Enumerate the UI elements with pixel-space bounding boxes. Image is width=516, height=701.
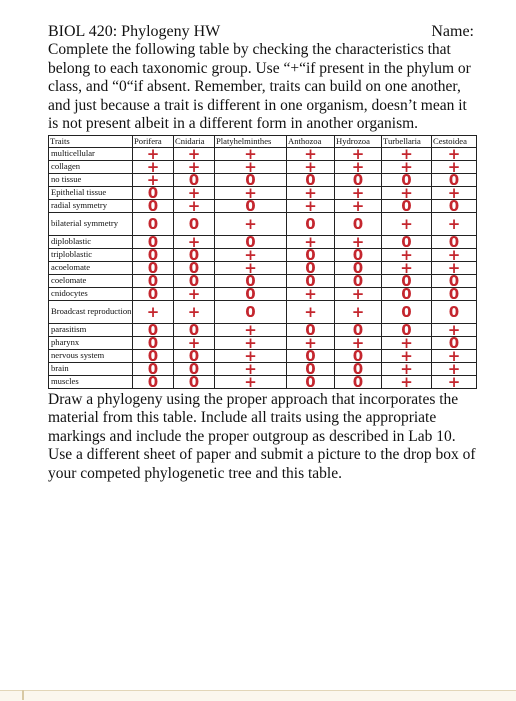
trait-mark-cell: + [287, 186, 335, 199]
trait-mark-cell: + [133, 147, 174, 160]
trait-mark-cell: 0 [215, 235, 287, 248]
trait-mark-cell: 0 [174, 375, 215, 388]
trait-mark-cell: + [432, 248, 477, 261]
trait-mark-cell: + [432, 375, 477, 388]
table-row [49, 261, 477, 274]
column-header-porifera: Porifera [133, 135, 174, 147]
trait-label: pharynx [49, 336, 133, 349]
trait-mark-cell: + [335, 235, 382, 248]
table-body [49, 144, 477, 391]
trait-mark-cell: + [287, 336, 335, 349]
name-label: Name: [431, 23, 474, 40]
trait-mark-cell: + [287, 300, 335, 323]
trait-mark-cell: 0 [174, 212, 215, 235]
bottom-scroll-bar [0, 690, 516, 701]
trait-mark-cell: + [133, 173, 174, 186]
trait-mark-cell: + [174, 199, 215, 212]
trait-mark-cell: 0 [133, 375, 174, 388]
column-header-platyhelminthes: Platyhelminthes [215, 135, 287, 147]
trait-mark-cell: + [215, 160, 287, 173]
trait-label: diploblastic [49, 235, 133, 248]
trait-mark-cell: + [382, 248, 432, 261]
worksheet-page [48, 22, 478, 483]
trait-mark-cell: 0 [287, 362, 335, 375]
trait-mark-cell: + [215, 248, 287, 261]
trait-mark-cell: + [174, 287, 215, 300]
trait-mark-cell: + [335, 336, 382, 349]
trait-mark-cell: 0 [174, 173, 215, 186]
trait-mark-cell: 0 [133, 261, 174, 274]
trait-mark-cell: 0 [335, 212, 382, 235]
trait-mark-cell: + [382, 375, 432, 388]
trait-mark-cell: + [382, 147, 432, 160]
trait-mark-cell: 0 [382, 287, 432, 300]
trait-mark-cell: 0 [133, 336, 174, 349]
trait-mark-cell: + [432, 160, 477, 173]
trait-mark-cell: 0 [133, 274, 174, 287]
trait-mark-cell: + [215, 186, 287, 199]
trait-mark-cell: + [287, 199, 335, 212]
trait-mark-cell: + [215, 375, 287, 388]
table-row [49, 186, 477, 199]
trait-label: acoelomate [49, 261, 133, 274]
trait-mark-cell: + [215, 336, 287, 349]
trait-mark-cell: 0 [133, 248, 174, 261]
trait-mark-cell: 0 [382, 300, 432, 323]
trait-mark-cell: + [335, 199, 382, 212]
trait-mark-cell: 0 [287, 274, 335, 287]
trait-mark-cell: + [432, 212, 477, 235]
trait-mark-cell: + [382, 362, 432, 375]
trait-mark-cell: + [335, 287, 382, 300]
trait-mark-cell: + [335, 300, 382, 323]
trait-mark-cell: 0 [287, 173, 335, 186]
trait-mark-cell: 0 [432, 235, 477, 248]
header-row [48, 22, 478, 41]
trait-mark-cell: 0 [382, 274, 432, 287]
trait-mark-cell: 0 [174, 349, 215, 362]
trait-label: triploblastic [49, 248, 133, 261]
trait-label: muscles [49, 375, 133, 388]
trait-mark-cell: 0 [133, 212, 174, 235]
trait-mark-cell: + [432, 261, 477, 274]
trait-mark-cell: 0 [215, 173, 287, 186]
trait-mark-cell: + [382, 349, 432, 362]
trait-mark-cell: 0 [133, 235, 174, 248]
trait-mark-cell: + [133, 300, 174, 323]
trait-mark-cell: 0 [335, 323, 382, 336]
trait-label: nervous system [49, 349, 133, 362]
trait-mark-cell: + [174, 186, 215, 199]
trait-mark-cell: + [215, 147, 287, 160]
trait-mark-cell: + [174, 235, 215, 248]
trait-mark-cell: 0 [335, 375, 382, 388]
trait-mark-cell: 0 [287, 349, 335, 362]
trait-mark-cell: 0 [287, 323, 335, 336]
trait-mark-cell: 0 [287, 248, 335, 261]
trait-mark-cell: 0 [382, 323, 432, 336]
trait-mark-cell: 0 [335, 173, 382, 186]
trait-mark-cell: 0 [133, 323, 174, 336]
trait-mark-cell: 0 [382, 199, 432, 212]
trait-mark-cell: + [287, 287, 335, 300]
trait-mark-cell: + [287, 147, 335, 160]
trait-mark-cell: + [335, 186, 382, 199]
trait-mark-cell: + [382, 336, 432, 349]
trait-mark-cell: 0 [174, 323, 215, 336]
trait-mark-cell: + [287, 160, 335, 173]
trait-mark-cell: 0 [174, 248, 215, 261]
table-row [49, 212, 477, 235]
trait-mark-cell: 0 [287, 212, 335, 235]
trait-mark-cell: + [215, 261, 287, 274]
trait-mark-cell: 0 [133, 199, 174, 212]
trait-mark-cell: 0 [335, 248, 382, 261]
trait-mark-cell: 0 [133, 186, 174, 199]
trait-mark-cell: + [174, 160, 215, 173]
trait-mark-cell: 0 [215, 274, 287, 287]
trait-mark-cell: 0 [215, 300, 287, 323]
trait-label: coelomate [49, 274, 133, 287]
trait-mark-cell: + [382, 261, 432, 274]
trait-label: Broadcast reproduction [49, 300, 133, 323]
trait-mark-cell: 0 [174, 274, 215, 287]
instructions-paragraph: Complete the following table by checking the characteristics that belong to each taxonomic group. Use “+“if present in the phylum or class, and “0“if absent. Remember, traits can build on one another, and just because a trait is different in one organism, doesn’t mean it is not present albeit in a different form in another organism. [48, 41, 471, 132]
trait-mark-cell: 0 [287, 261, 335, 274]
trait-mark-cell: 0 [382, 173, 432, 186]
trait-mark-cell: + [215, 349, 287, 362]
trait-mark-cell: 0 [174, 261, 215, 274]
column-header-cestoidea: Cestoidea [432, 135, 477, 147]
table-row [49, 160, 477, 173]
trait-mark-cell: + [432, 323, 477, 336]
trait-label: brain [49, 362, 133, 375]
trait-mark-cell: + [215, 362, 287, 375]
trait-mark-cell: 0 [174, 362, 215, 375]
column-header-hydrozoa: Hydrozoa [335, 135, 382, 147]
trait-mark-cell: 0 [335, 261, 382, 274]
trait-mark-cell: + [174, 336, 215, 349]
trait-mark-cell: + [382, 160, 432, 173]
table-row [49, 300, 477, 323]
trait-mark-cell: + [215, 212, 287, 235]
trait-mark-cell: + [133, 160, 174, 173]
trait-mark-cell: 0 [133, 287, 174, 300]
trait-mark-cell: + [174, 147, 215, 160]
trait-mark-cell: 0 [335, 274, 382, 287]
column-header-turbellaria: Turbellaria [382, 135, 432, 147]
traits-table [48, 135, 477, 389]
table-row [49, 375, 477, 388]
trait-mark-cell: 0 [215, 199, 287, 212]
trait-mark-cell: 0 [432, 287, 477, 300]
column-header-traits: Traits [49, 135, 133, 147]
closing-paragraph: Draw a phylogeny using the proper approach that incorporates the material from this table. Include all traits using the appropriate markings and include the proper outgroup as described in Lab 10. Use a different sheet of paper and submit a picture to the drop box of your competed phylogenetic tree and this table. [48, 390, 476, 482]
trait-label: radial symmetry [49, 199, 133, 212]
trait-mark-cell: 0 [287, 375, 335, 388]
trait-mark-cell: + [335, 147, 382, 160]
trait-label: bilaterial symmetry [49, 212, 133, 235]
trait-label: cnidocytes [49, 287, 133, 300]
trait-mark-cell: 0 [432, 199, 477, 212]
trait-mark-cell: 0 [432, 300, 477, 323]
trait-mark-cell: + [287, 235, 335, 248]
trait-mark-cell: 0 [335, 362, 382, 375]
trait-mark-cell: 0 [432, 173, 477, 186]
trait-mark-cell: 0 [133, 349, 174, 362]
column-header-anthozoa: Anthozoa [287, 135, 335, 147]
trait-mark-cell: + [432, 147, 477, 160]
trait-mark-cell: 0 [432, 274, 477, 287]
trait-mark-cell: + [335, 160, 382, 173]
trait-mark-cell: + [174, 300, 215, 323]
page-title: BIOL 420: Phylogeny HW [48, 23, 221, 40]
trait-mark-cell: + [382, 186, 432, 199]
trait-mark-cell: 0 [432, 336, 477, 349]
trait-label: collagen [49, 160, 133, 173]
trait-mark-cell: 0 [215, 287, 287, 300]
table-row [49, 287, 477, 300]
trait-mark-cell: + [382, 212, 432, 235]
trait-label: no tissue [49, 173, 133, 186]
trait-label: multicellular [49, 147, 133, 160]
trait-mark-cell: 0 [335, 349, 382, 362]
trait-mark-cell: + [432, 186, 477, 199]
column-header-cnidaria: Cnidaria [174, 135, 215, 147]
trait-mark-cell: 0 [133, 362, 174, 375]
trait-label: parasitism [49, 323, 133, 336]
trait-mark-cell: + [432, 362, 477, 375]
bottom-tick-mark [22, 690, 24, 700]
trait-mark-cell: + [215, 323, 287, 336]
trait-mark-cell: + [432, 349, 477, 362]
trait-label: Epithelial tissue [49, 186, 133, 199]
trait-mark-cell: 0 [382, 235, 432, 248]
